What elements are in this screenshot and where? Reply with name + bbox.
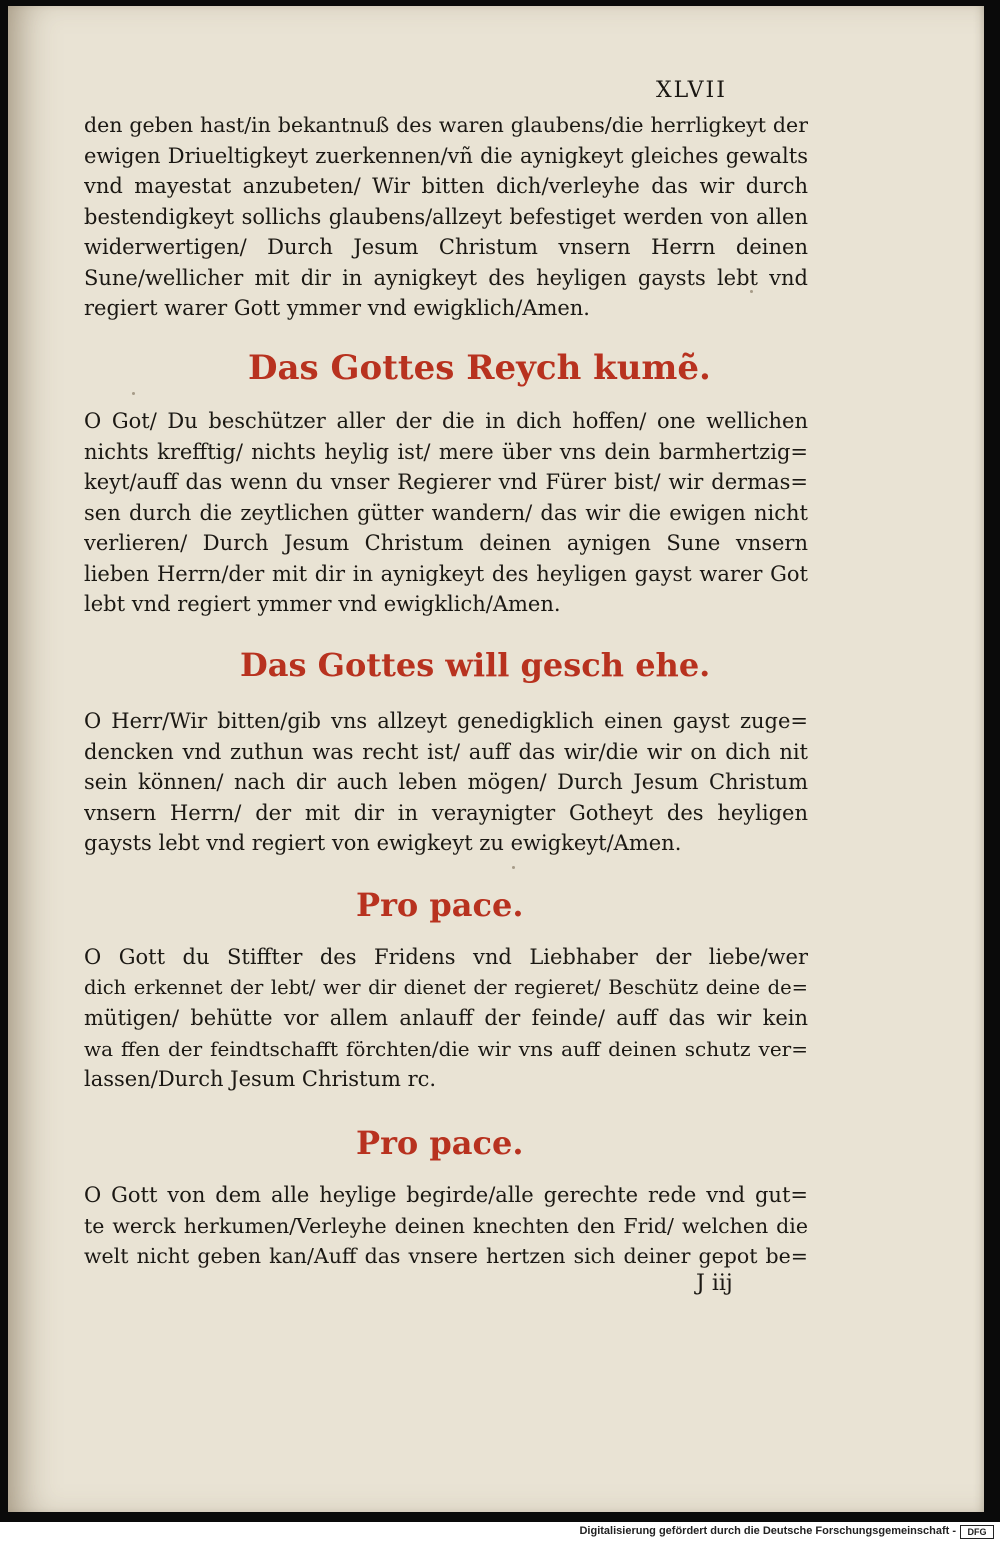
text-line: nichts krefftig/ nichts heylig ist/ mere über vns dein barmhertzig= bbox=[84, 439, 808, 464]
digitization-footer bbox=[0, 1522, 1000, 1543]
prayer-block-1 bbox=[84, 110, 808, 324]
footer-credit: Digitalisierung gefördert durch die Deutsche Forschungsgemeinschaft - bbox=[579, 1525, 956, 1537]
section-heading: Das Gottes Reych kumẽ. bbox=[248, 348, 711, 388]
text-line: bestendigkeyt sollichs glaubens/allzeyt befestiget werden von allen bbox=[84, 204, 808, 229]
text-line: O Gott von dem alle heylige begirde/alle gerechte rede vnd gut= bbox=[84, 1183, 808, 1207]
text-line: gaysts lebt vnd regiert von ewigkeyt zu ewigkeyt/Amen. bbox=[84, 831, 682, 855]
text-line: dencken vnd zuthun was recht ist/ auff das wir/die wir on dich nit bbox=[84, 739, 808, 764]
text-line: widerwertigen/ Durch Jesum Christum vnsern Herrn deinen bbox=[84, 235, 808, 259]
text-line: welt nicht geben kan/Auff das vnsere hertzen sich deiner gepot be= bbox=[84, 1244, 808, 1268]
text-line: lebt vnd regiert ymmer vnd ewigklich/Amen. bbox=[84, 592, 561, 616]
text-line: regiert warer Gott ymmer vnd ewigklich/Amen. bbox=[84, 296, 590, 320]
signature-mark: J iij bbox=[696, 1271, 733, 1296]
prayer-block-5 bbox=[84, 1180, 808, 1272]
text-line: lassen/Durch Jesum Christum rc. bbox=[84, 1067, 437, 1091]
folio-number: XLVII bbox=[656, 78, 727, 103]
dfg-logo: DFG bbox=[960, 1525, 994, 1539]
text-line: ewigen Driueltigkeyt zuerkennen/vñ die aynigkeyt gleiches gewalts bbox=[84, 143, 808, 168]
text-line: verlieren/ Durch Jesum Christum deinen aynigen Sune vnsern bbox=[84, 531, 808, 555]
text-line: vnd mayestat anzubeten/ Wir bitten dich/verleyhe das wir durch bbox=[84, 174, 808, 198]
text-line: te werck herkumen/Verleyhe deinen knechten den Frid/ welchen die bbox=[84, 1213, 808, 1238]
text-line: O Herr/Wir bitten/gib vns allzeyt genedigklich einen gayst zuge= bbox=[84, 709, 808, 733]
section-heading: Pro pace. bbox=[356, 1124, 524, 1162]
prayer-block-2 bbox=[84, 406, 808, 620]
prayer-block-4 bbox=[84, 942, 808, 1095]
paper-speck bbox=[132, 392, 135, 395]
book-page bbox=[8, 6, 984, 1512]
text-line: dich erkennet der lebt/ wer dir dienet der regieret/ Beschütz deine de= bbox=[84, 975, 808, 999]
text-line: vnsern Herrn/ der mit dir in veraynigter Gotheyt des heyligen bbox=[84, 800, 808, 825]
text-line: den geben hast/in bekantnuß des waren glaubens/die herrligkeyt der bbox=[84, 113, 808, 137]
section-heading: Das Gottes will gesch ehe. bbox=[240, 646, 711, 684]
paper-speck bbox=[750, 290, 753, 293]
text-line: O Got/ Du beschützer aller der die in dich hoffen/ one wellichen bbox=[84, 409, 808, 433]
text-line: lieben Herrn/der mit dir in aynigkeyt des heyligen gayst warer Got bbox=[84, 561, 808, 586]
text-line: O Gott du Stiffter des Fridens vnd Liebhaber der liebe/wer bbox=[84, 945, 808, 969]
text-line: mütigen/ behütte vor allem anlauff der feinde/ auff das wir kein bbox=[84, 1006, 808, 1030]
text-line: keyt/auff das wenn du vnser Regierer vnd Fürer bist/ wir dermas= bbox=[84, 470, 808, 494]
text-line: sen durch die zeytlichen gütter wandern/ das wir die ewigen nicht bbox=[84, 500, 808, 525]
section-heading: Pro pace. bbox=[356, 886, 524, 924]
text-line: Sune/wellicher mit dir in aynigkeyt des heyligen gaysts lebt vnd bbox=[84, 265, 808, 290]
text-line: sein können/ nach dir auch leben mögen/ Durch Jesum Christum bbox=[84, 770, 808, 794]
prayer-block-3 bbox=[84, 706, 808, 859]
paper-speck bbox=[512, 866, 515, 869]
text-line: wa ffen der feindtschafft förchten/die wir vns auff deinen schutz ver= bbox=[84, 1036, 808, 1061]
